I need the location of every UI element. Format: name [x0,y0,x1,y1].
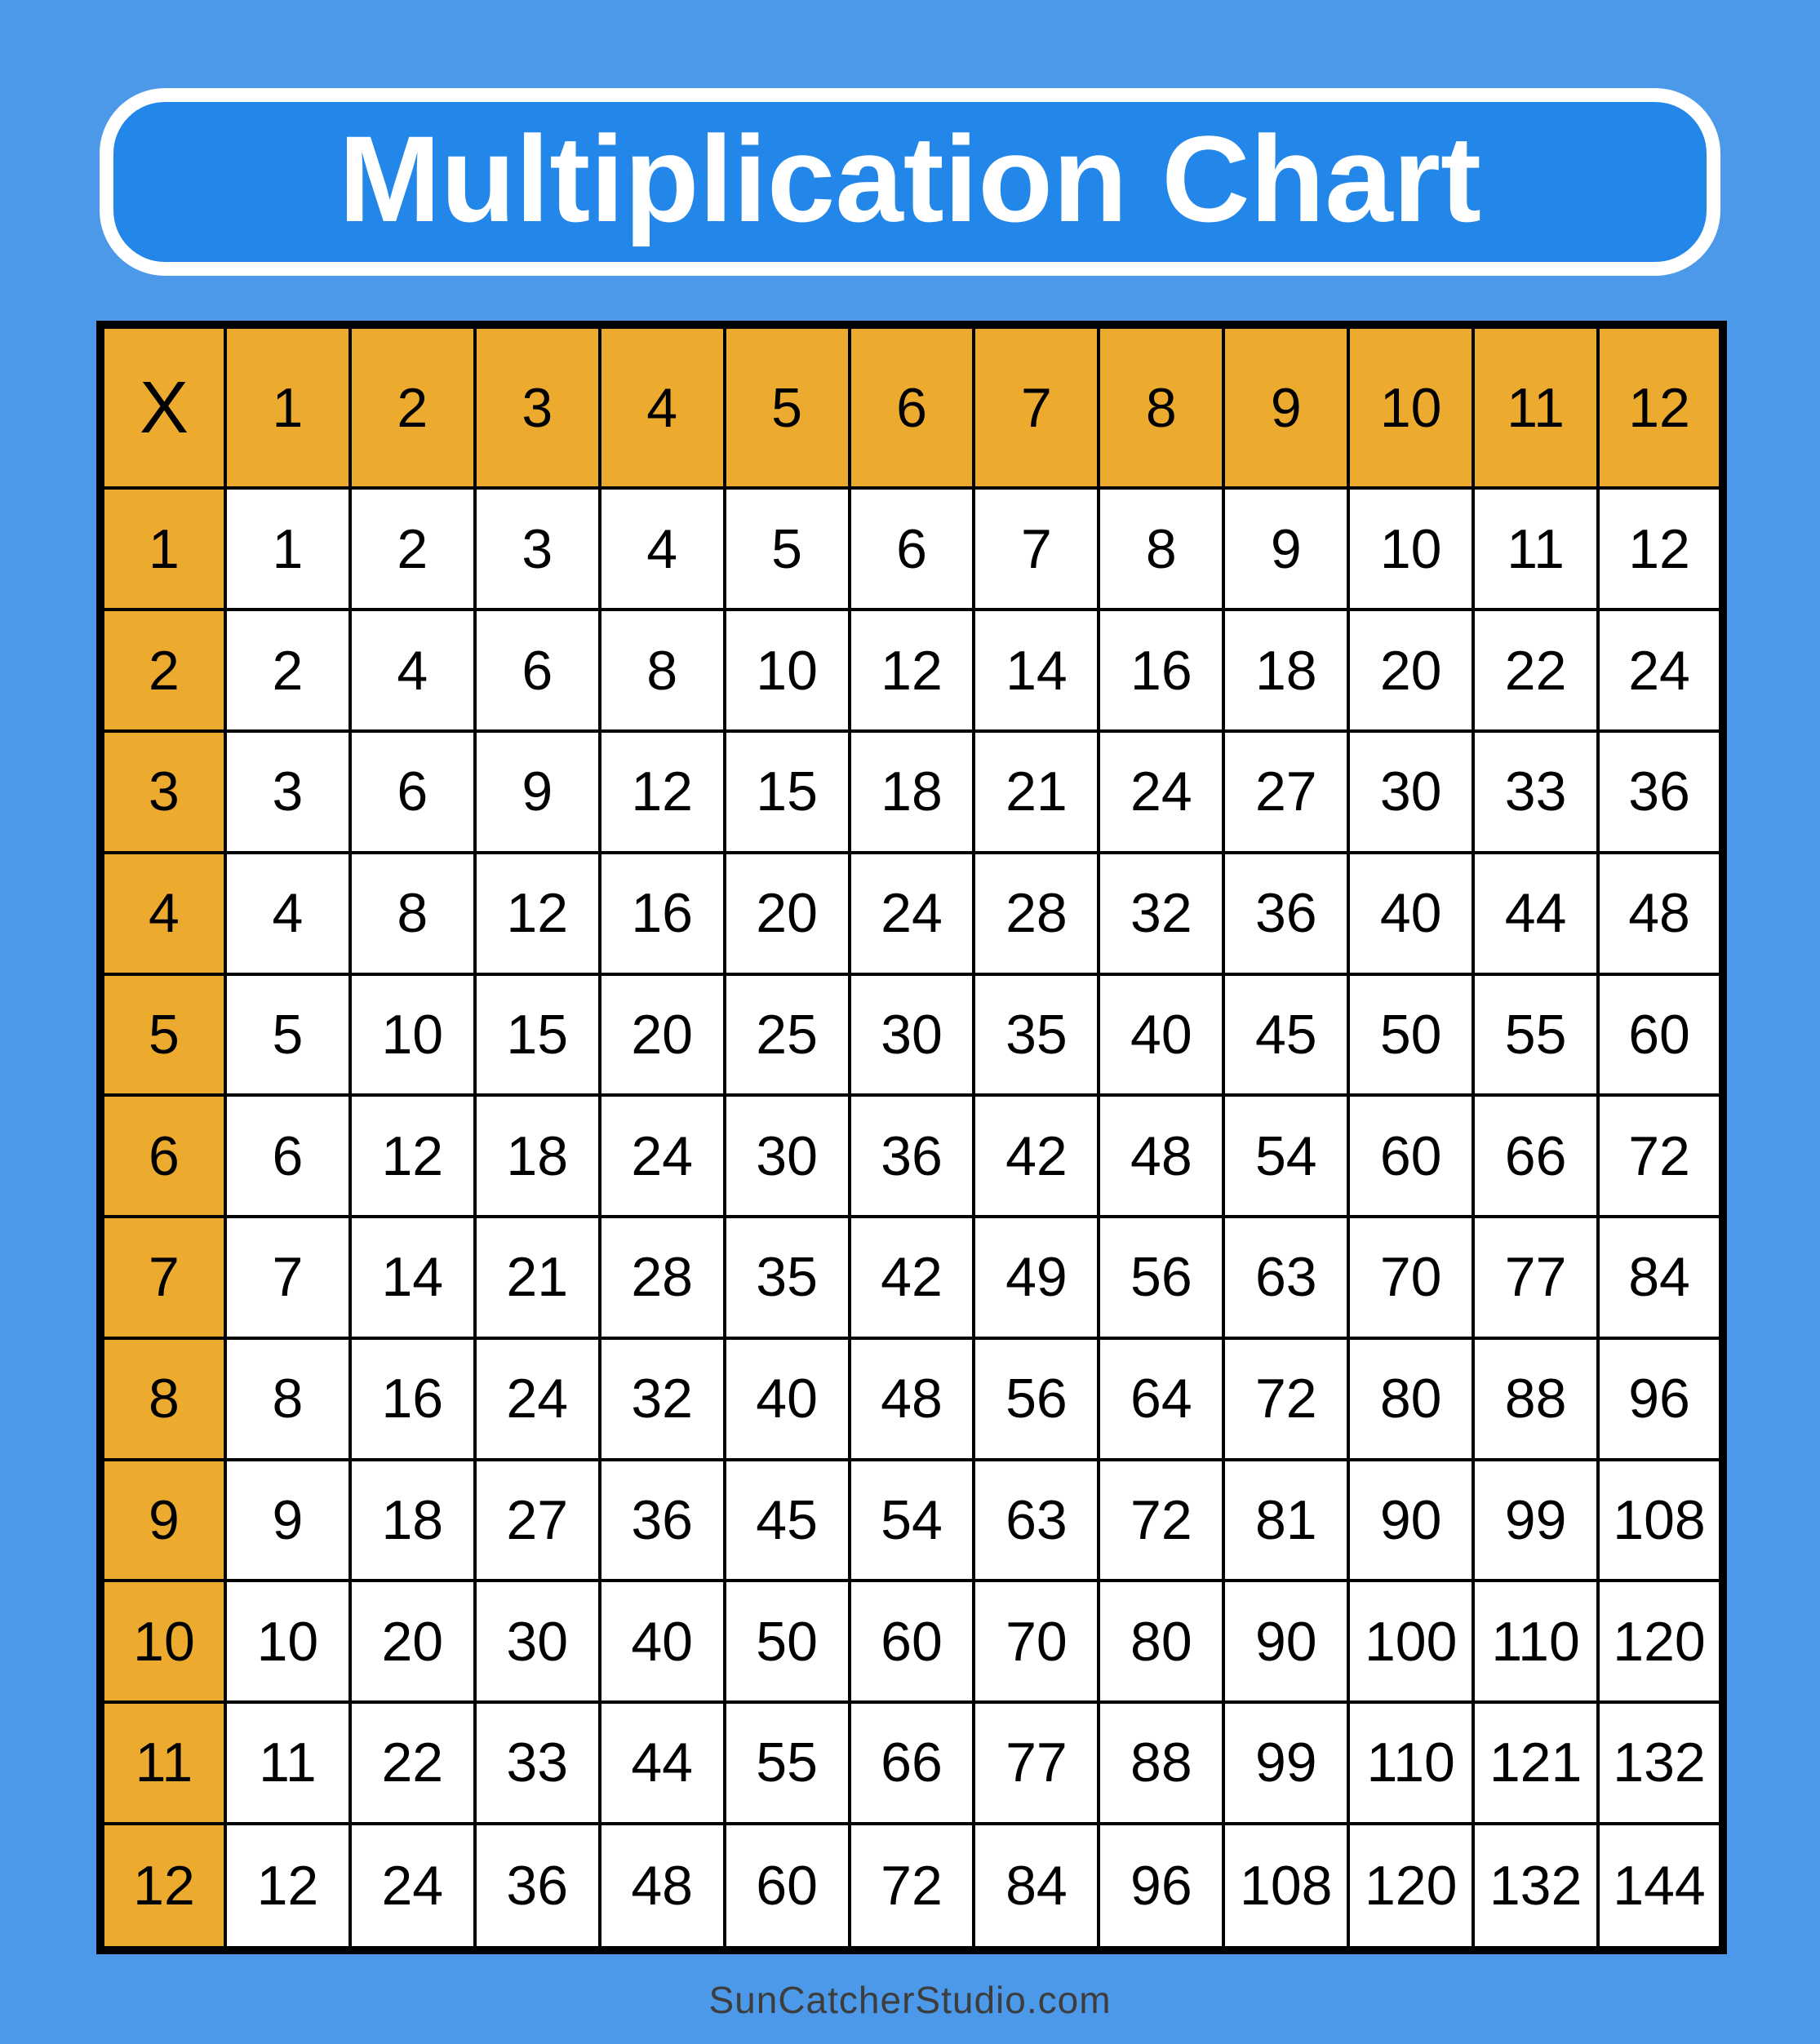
product-cell: 81 [1223,1460,1348,1581]
product-cell: 100 [1348,1581,1473,1702]
row-header-cell: 7 [100,1217,225,1338]
product-cell: 40 [725,1338,850,1460]
table-row [100,1095,1723,1217]
product-cell: 24 [1598,610,1723,731]
product-cell: 48 [600,1824,725,1950]
product-cell: 90 [1223,1581,1348,1702]
product-cell: 60 [1598,974,1723,1096]
product-cell: 24 [475,1338,600,1460]
product-cell: 36 [600,1460,725,1581]
product-cell: 15 [725,731,850,853]
product-cell: 9 [1223,488,1348,610]
row-header-cell: 5 [100,974,225,1096]
product-cell: 16 [1099,610,1223,731]
product-cell: 30 [1348,731,1473,853]
product-cell: 49 [974,1217,1099,1338]
product-cell: 96 [1099,1824,1223,1950]
product-cell: 50 [1348,974,1473,1096]
product-cell: 72 [1099,1460,1223,1581]
product-cell: 88 [1099,1702,1223,1824]
table-row [100,1824,1723,1950]
product-cell: 64 [1099,1338,1223,1460]
product-cell: 7 [225,1217,350,1338]
product-cell: 72 [850,1824,974,1950]
product-cell: 36 [850,1095,974,1217]
product-cell: 36 [1598,731,1723,853]
product-cell: 8 [225,1338,350,1460]
product-cell: 40 [600,1581,725,1702]
product-cell: 110 [1473,1581,1598,1702]
corner-cell: X [100,325,225,488]
product-cell: 18 [350,1460,475,1581]
product-cell: 24 [850,853,974,974]
column-header-cell: 1 [225,325,350,488]
product-cell: 30 [475,1581,600,1702]
product-cell: 90 [1348,1460,1473,1581]
product-cell: 40 [1348,853,1473,974]
product-cell: 12 [475,853,600,974]
product-cell: 9 [225,1460,350,1581]
table-row [100,488,1723,610]
product-cell: 60 [1348,1095,1473,1217]
product-cell: 55 [1473,974,1598,1096]
product-cell: 44 [1473,853,1598,974]
product-cell: 14 [974,610,1099,731]
product-cell: 10 [350,974,475,1096]
column-header-cell: 6 [850,325,974,488]
product-cell: 54 [850,1460,974,1581]
product-cell: 2 [225,610,350,731]
product-cell: 132 [1598,1702,1723,1824]
product-cell: 5 [225,974,350,1096]
product-cell: 63 [1223,1217,1348,1338]
product-cell: 66 [850,1702,974,1824]
column-header-cell: 7 [974,325,1099,488]
product-cell: 72 [1223,1338,1348,1460]
product-cell: 11 [1473,488,1598,610]
product-cell: 2 [350,488,475,610]
product-cell: 42 [850,1217,974,1338]
product-cell: 7 [974,488,1099,610]
product-cell: 18 [475,1095,600,1217]
table-row [100,1338,1723,1460]
product-cell: 99 [1473,1460,1598,1581]
product-cell: 8 [600,610,725,731]
product-cell: 24 [600,1095,725,1217]
product-cell: 16 [350,1338,475,1460]
row-header-cell: 3 [100,731,225,853]
title-banner [100,88,1720,276]
product-cell: 1 [225,488,350,610]
table-row [100,1702,1723,1824]
product-cell: 120 [1598,1581,1723,1702]
product-cell: 22 [350,1702,475,1824]
product-cell: 132 [1473,1824,1598,1950]
table-row [100,1460,1723,1581]
product-cell: 27 [1223,731,1348,853]
product-cell: 35 [725,1217,850,1338]
product-cell: 99 [1223,1702,1348,1824]
product-cell: 50 [725,1581,850,1702]
row-header-cell: 9 [100,1460,225,1581]
product-cell: 12 [850,610,974,731]
column-header-cell: 2 [350,325,475,488]
product-cell: 6 [850,488,974,610]
product-cell: 4 [350,610,475,731]
column-header-cell: 10 [1348,325,1473,488]
product-cell: 8 [1099,488,1223,610]
product-cell: 12 [600,731,725,853]
product-cell: 12 [1598,488,1723,610]
product-cell: 3 [475,488,600,610]
column-header-cell: 12 [1598,325,1723,488]
column-header-cell: 8 [1099,325,1223,488]
table-row [100,1581,1723,1702]
product-cell: 72 [1598,1095,1723,1217]
table-row [100,731,1723,853]
product-cell: 16 [600,853,725,974]
table-row [100,853,1723,974]
product-cell: 36 [475,1824,600,1950]
product-cell: 88 [1473,1338,1598,1460]
multiplication-table-body [100,325,1723,1950]
column-header-cell: 3 [475,325,600,488]
product-cell: 32 [600,1338,725,1460]
product-cell: 12 [225,1824,350,1950]
product-cell: 120 [1348,1824,1473,1950]
product-cell: 10 [1348,488,1473,610]
footer-credit [0,1978,1820,2022]
product-cell: 35 [974,974,1099,1096]
product-cell: 60 [725,1824,850,1950]
column-header-cell: 4 [600,325,725,488]
product-cell: 32 [1099,853,1223,974]
product-cell: 12 [350,1095,475,1217]
product-cell: 24 [350,1824,475,1950]
product-cell: 108 [1223,1824,1348,1950]
row-header-cell: 8 [100,1338,225,1460]
product-cell: 66 [1473,1095,1598,1217]
multiplication-table [96,321,1727,1954]
column-header-cell: 5 [725,325,850,488]
product-cell: 30 [725,1095,850,1217]
product-cell: 110 [1348,1702,1473,1824]
product-cell: 40 [1099,974,1223,1096]
row-header-cell: 12 [100,1824,225,1950]
row-header-cell: 11 [100,1702,225,1824]
product-cell: 8 [350,853,475,974]
product-cell: 70 [974,1581,1099,1702]
table-row [100,1217,1723,1338]
product-cell: 14 [350,1217,475,1338]
product-cell: 9 [475,731,600,853]
product-cell: 20 [600,974,725,1096]
product-cell: 21 [475,1217,600,1338]
product-cell: 77 [1473,1217,1598,1338]
product-cell: 84 [974,1824,1099,1950]
row-header-cell: 6 [100,1095,225,1217]
product-cell: 10 [225,1581,350,1702]
product-cell: 15 [475,974,600,1096]
product-cell: 20 [725,853,850,974]
product-cell: 48 [1099,1095,1223,1217]
table-row [100,974,1723,1096]
product-cell: 42 [974,1095,1099,1217]
product-cell: 60 [850,1581,974,1702]
product-cell: 45 [1223,974,1348,1096]
product-cell: 33 [1473,731,1598,853]
product-cell: 4 [225,853,350,974]
footer-text: SunCatcherStudio.com [708,1979,1112,2021]
product-cell: 80 [1348,1338,1473,1460]
product-cell: 48 [1598,853,1723,974]
table-row [100,610,1723,731]
product-cell: 6 [475,610,600,731]
page-title: Multiplication Chart [339,110,1481,247]
product-cell: 33 [475,1702,600,1824]
product-cell: 84 [1598,1217,1723,1338]
product-cell: 24 [1099,731,1223,853]
product-cell: 63 [974,1460,1099,1581]
product-cell: 96 [1598,1338,1723,1460]
product-cell: 56 [1099,1217,1223,1338]
product-cell: 6 [225,1095,350,1217]
product-cell: 25 [725,974,850,1096]
product-cell: 10 [725,610,850,731]
product-cell: 18 [1223,610,1348,731]
product-cell: 36 [1223,853,1348,974]
product-cell: 21 [974,731,1099,853]
product-cell: 70 [1348,1217,1473,1338]
product-cell: 11 [225,1702,350,1824]
product-cell: 48 [850,1338,974,1460]
header-row [100,325,1723,488]
row-header-cell: 10 [100,1581,225,1702]
column-header-cell: 11 [1473,325,1598,488]
product-cell: 80 [1099,1581,1223,1702]
product-cell: 45 [725,1460,850,1581]
product-cell: 144 [1598,1824,1723,1950]
product-cell: 55 [725,1702,850,1824]
product-cell: 20 [1348,610,1473,731]
product-cell: 4 [600,488,725,610]
row-header-cell: 2 [100,610,225,731]
product-cell: 121 [1473,1702,1598,1824]
product-cell: 28 [974,853,1099,974]
column-header-cell: 9 [1223,325,1348,488]
product-cell: 44 [600,1702,725,1824]
product-cell: 22 [1473,610,1598,731]
product-cell: 77 [974,1702,1099,1824]
product-cell: 20 [350,1581,475,1702]
product-cell: 18 [850,731,974,853]
product-cell: 27 [475,1460,600,1581]
product-cell: 54 [1223,1095,1348,1217]
product-cell: 5 [725,488,850,610]
product-cell: 28 [600,1217,725,1338]
product-cell: 108 [1598,1460,1723,1581]
product-cell: 30 [850,974,974,1096]
product-cell: 56 [974,1338,1099,1460]
row-header-cell: 4 [100,853,225,974]
row-header-cell: 1 [100,488,225,610]
product-cell: 6 [350,731,475,853]
product-cell: 3 [225,731,350,853]
